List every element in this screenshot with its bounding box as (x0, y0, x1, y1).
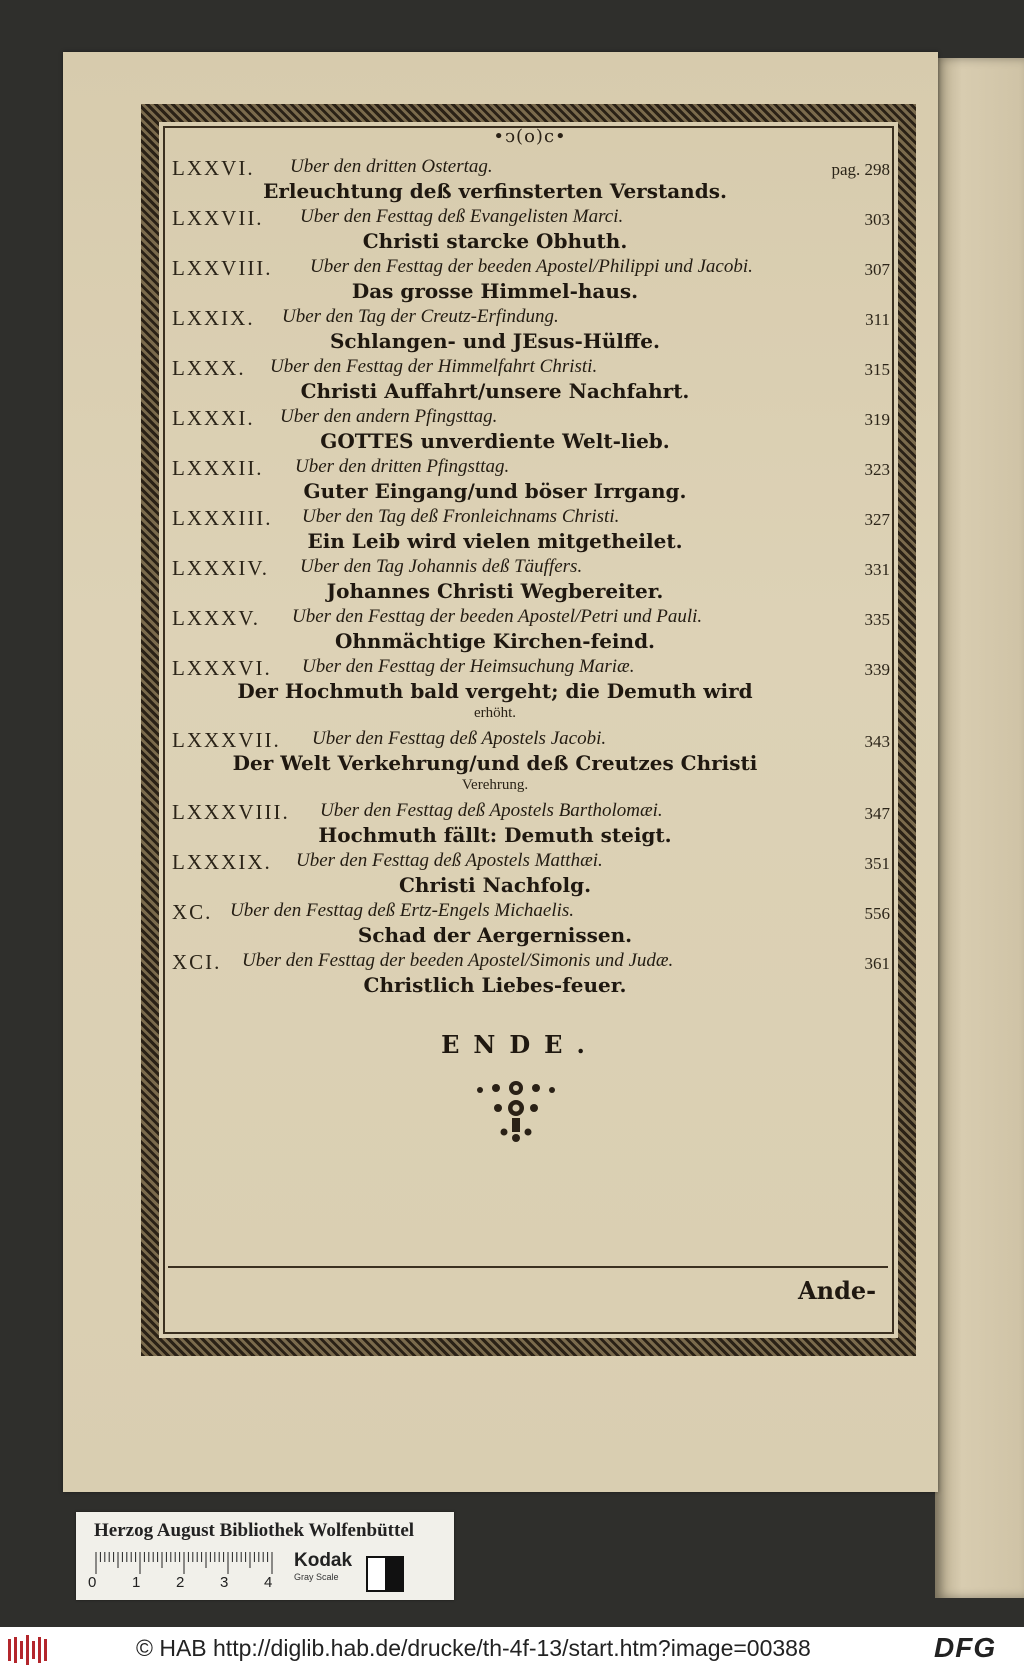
entry-description: Uber den dritten Pfingsttag. (295, 456, 510, 477)
entry-number: LXXX. (172, 356, 246, 380)
toc-entry (170, 550, 890, 603)
entry-title: Der Hochmuth bald vergeht; die Demuth wird (237, 679, 753, 703)
tick-label: 4 (264, 1574, 273, 1591)
entry-page: 339 (864, 660, 890, 679)
entry-description: Uber den Festtag der Himmelfahrt Christi. (270, 356, 598, 377)
library-color-card (76, 1512, 454, 1600)
tick-label: 2 (176, 1574, 185, 1591)
entry-page: 343 (864, 732, 890, 751)
entry-number: XCI. (172, 950, 222, 974)
entry-title: Christi starcke Obhuth. (362, 229, 628, 253)
entry-number: LXXVIII. (172, 256, 273, 280)
entry-description: Uber den Tag der Creutz-Erfindung. (282, 306, 559, 327)
entry-description: Uber den Festtag deß Apostels Matthæi. (296, 850, 603, 871)
entry-number: LXXXIII. (172, 506, 273, 530)
catchword: Ande- (798, 1276, 877, 1305)
bottom-rule (168, 1266, 888, 1268)
entry-title: Christi Auffahrt/unsere Nachfahrt. (300, 379, 690, 403)
entry-number: LXXIX. (172, 306, 255, 330)
ruler-scale-icon (92, 1552, 292, 1578)
facing-page (935, 58, 1024, 1598)
entry-number: LXXXIV. (172, 556, 270, 580)
entry-number: LXXXV. (172, 606, 261, 630)
entry-title: Schad der Aergernissen. (357, 923, 633, 947)
entry-description: Uber den Festtag deß Ertz-Engels Michaelis. (230, 900, 575, 921)
entry-title: Johannes Christi Wegbereiter. (326, 579, 664, 603)
toc-entry (170, 300, 890, 353)
hab-logo-icon (8, 1635, 48, 1665)
entry-number: LXXXVI. (172, 656, 272, 680)
library-name: Herzog August Bibliothek Wolfenbüttel (94, 1520, 415, 1541)
entry-title: GOTTES unverdiente Welt-lieb. (320, 429, 670, 453)
entry-description: Uber den Festtag deß Evangelisten Marci. (300, 206, 624, 227)
entry-title: Ein Leib wird vielen mitgetheilet. (307, 529, 683, 553)
entry-title: Das grosse Himmel-haus. (351, 279, 639, 303)
entry-description: Uber den Tag deß Fronleichnams Christi. (302, 506, 620, 527)
entry-page: 351 (864, 854, 890, 873)
kodak-brand: Kodak (294, 1550, 353, 1571)
toc-entry (170, 944, 890, 997)
entry-title: Der Welt Verkehrung/und deß Creutzes Christi (232, 751, 758, 775)
gray-scale-label: Gray Scale (294, 1572, 339, 1582)
entry-description: Uber den andern Pfingsttag. (280, 406, 498, 427)
toc-entry (170, 350, 890, 403)
entry-page: 307 (864, 260, 890, 279)
entry-number: LXXXVII. (172, 728, 281, 752)
entry-number: LXXXII. (172, 456, 264, 480)
toc-entry (170, 450, 890, 503)
tick-label: 0 (88, 1574, 97, 1591)
entry-page: 331 (864, 560, 890, 579)
entry-page: 361 (864, 954, 890, 973)
entry-number: LXXVI. (172, 156, 255, 180)
entry-title: Erleuchtung deß verfinsterten Verstands. (263, 179, 727, 203)
entry-number: LXXXVIII. (172, 800, 290, 824)
toc-entry (170, 894, 890, 947)
entry-page: 327 (864, 510, 890, 529)
toc-entry (170, 600, 890, 653)
entry-page: 323 (864, 460, 890, 479)
entry-title-continued: Verehrung. (461, 777, 529, 793)
entry-title: Christlich Liebes-feuer. (363, 973, 627, 997)
entry-page: 556 (864, 904, 890, 923)
toc-entry (170, 794, 890, 847)
toc-entry (170, 650, 890, 722)
entry-description: Uber den Festtag der beeden Apostel/Philippi und Jacobi. (310, 256, 753, 277)
ende-text: ENDE. (441, 1030, 599, 1059)
entry-description: Uber den Festtag der beeden Apostel/Petri und Pauli. (292, 606, 703, 627)
entry-description: Uber den dritten Ostertag. (290, 156, 493, 177)
toc-entry (170, 400, 890, 453)
gray-swatch (366, 1556, 404, 1592)
entry-title: Hochmuth fällt: Demuth steigt. (318, 823, 672, 847)
tick-label: 3 (220, 1574, 229, 1591)
entry-page: 335 (864, 610, 890, 629)
entry-page: pag. 298 (831, 160, 890, 179)
entry-description: Uber den Festtag der beeden Apostel/Simonis und Judæ. (242, 950, 674, 971)
dfg-logo: DFG (934, 1632, 997, 1663)
toc-entry (170, 722, 890, 794)
vignette-ornament-icon (466, 1076, 566, 1146)
entry-page: 319 (864, 410, 890, 429)
entry-number: LXXVII. (172, 206, 264, 230)
entry-description: Uber den Festtag der Heimsuchung Mariæ. (302, 656, 635, 677)
toc-entry (170, 150, 890, 203)
entry-page: 347 (864, 804, 890, 823)
entry-title: Guter Eingang/und böser Irrgang. (303, 479, 687, 503)
entry-description: Uber den Festtag deß Apostels Jacobi. (312, 728, 607, 749)
entry-description: Uber den Tag Johannis deß Täuffers. (300, 556, 583, 577)
entry-number: LXXXI. (172, 406, 255, 430)
header-ornament: •ↄ(o)c• (493, 126, 567, 147)
footer-bar (0, 1627, 1024, 1672)
toc-entry (170, 200, 890, 253)
table-of-contents (170, 150, 890, 997)
entry-title: Ohnmächtige Kirchen-feind. (334, 629, 656, 653)
entry-page: 315 (864, 360, 890, 379)
copyright-url[interactable]: © HAB http://diglib.hab.de/drucke/th-4f-13/start.htm?image=00388 (136, 1635, 811, 1661)
entry-page: 311 (865, 310, 890, 329)
entry-page: 303 (864, 210, 890, 229)
toc-entry (170, 844, 890, 897)
entry-title: Schlangen- und JEsus-Hülffe. (329, 329, 660, 353)
entry-number: LXXXIX. (172, 850, 272, 874)
entry-number: XC. (172, 900, 213, 924)
toc-entry (170, 250, 890, 303)
tick-label: 1 (132, 1574, 141, 1591)
entry-description: Uber den Festtag deß Apostels Bartholomæi. (320, 800, 663, 821)
entry-title: Christi Nachfolg. (398, 873, 592, 897)
toc-entry (170, 500, 890, 553)
entry-title-continued: erhöht. (473, 705, 517, 721)
